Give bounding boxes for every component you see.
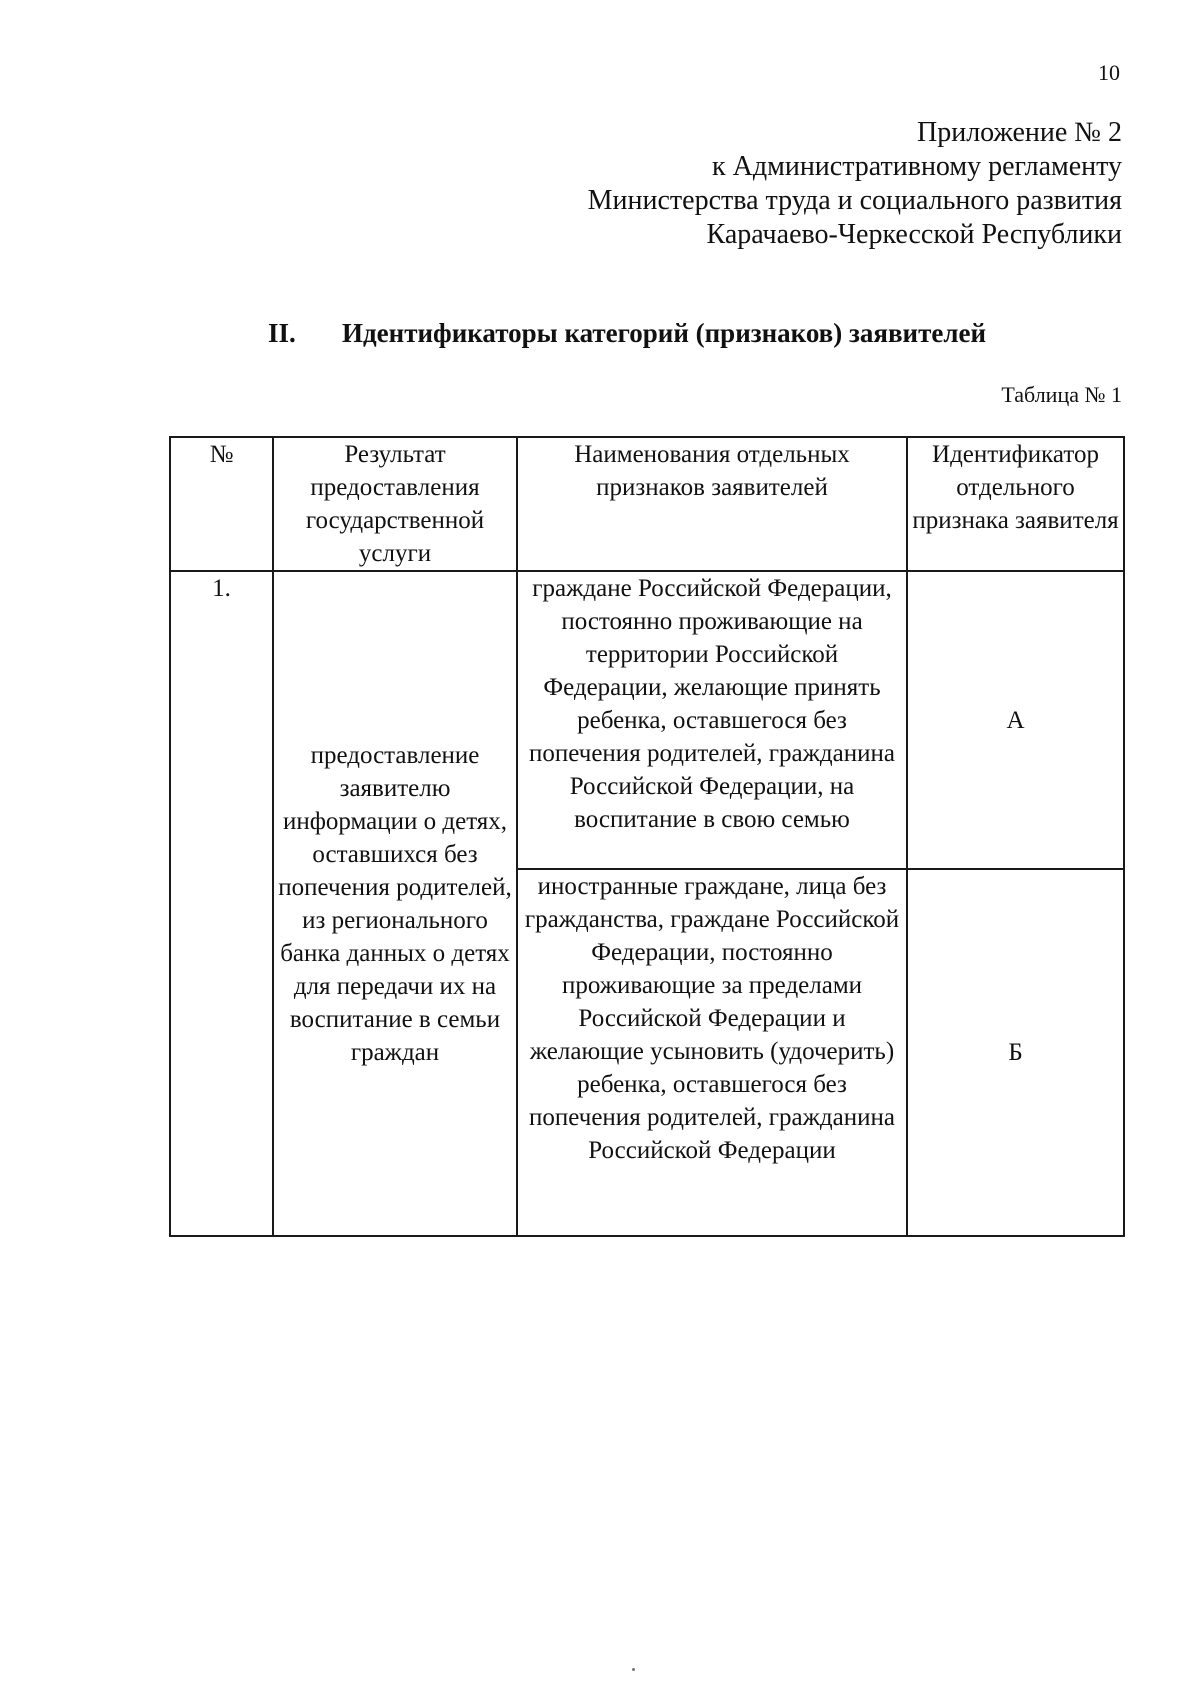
feature-text: иностранные граждане, лица без гражданства, граждане Российской Федерации, постоянно проживающие за пределами Российской Федерации и желающие усыновить (удочерить) ребенка, оставшегося без попечения родителей, гражданина Российской Федерации (517, 869, 907, 1236)
header-identifier: Идентификатор отдельного признака заявителя (907, 437, 1124, 571)
appendix-line: Министерства труда и социального развития (587, 185, 1122, 216)
row-number: 1. (170, 571, 273, 1236)
table-header-row (170, 437, 1124, 571)
section-title: Идентификаторы категорий (признаков) заявителей (342, 318, 987, 348)
table-caption: Таблица № 1 (1001, 382, 1122, 407)
row-result: предоставление заявителю информации о детях, оставшихся без попечения родителей, из регионального банка данных о детях для передачи их на воспитание в семьи граждан (273, 571, 517, 1236)
appendix-line: к Административному регламенту (712, 151, 1122, 182)
page-number: 10 (1098, 60, 1120, 85)
applicant-identifiers-table (169, 436, 1125, 1237)
scan-speck (632, 1668, 635, 1671)
section-heading (268, 316, 1128, 350)
header-features: Наименования отдельных признаков заявителей (517, 437, 907, 571)
section-number: II. (268, 318, 296, 348)
header-result: Результат предоставления государственной услуги (273, 437, 517, 571)
appendix-line: Карачаево-Черкесской Республики (706, 219, 1122, 250)
table-row (170, 571, 1124, 869)
header-number: № (170, 437, 273, 571)
feature-identifier: Б (907, 869, 1124, 1236)
feature-identifier: А (907, 571, 1124, 869)
feature-text: граждане Российской Федерации, постоянно проживающие на территории Российской Федерации, желающие принять ребенка, оставшегося без попечения родителей, гражданина Российской Федерации, на воспитание в свою семью (517, 571, 907, 869)
appendix-header (500, 116, 1122, 252)
appendix-line: Приложение № 2 (917, 117, 1122, 148)
